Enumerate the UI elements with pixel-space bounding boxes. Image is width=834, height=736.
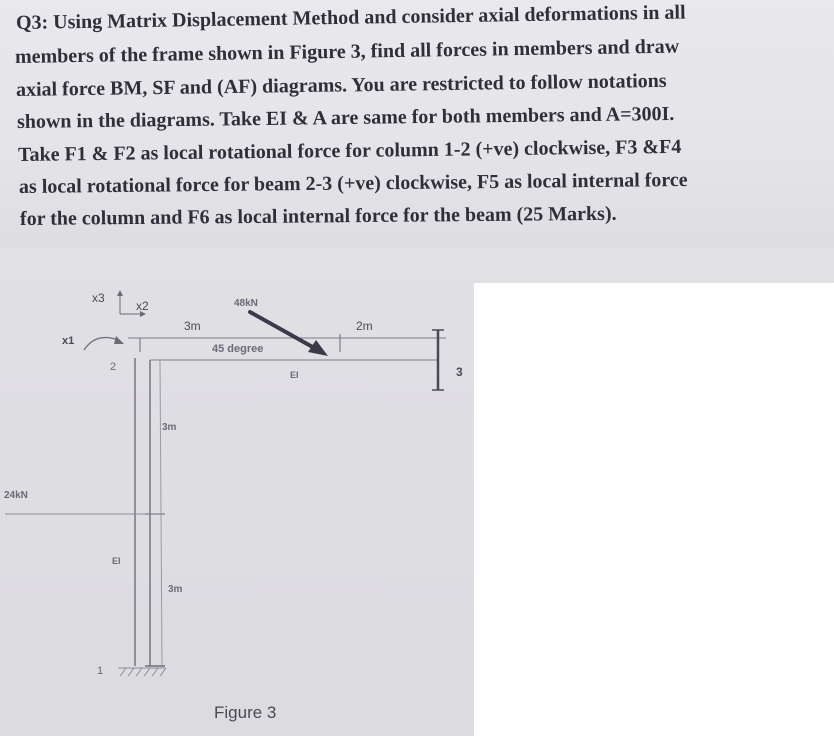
beam-stiffness-label: EI xyxy=(290,370,299,380)
frame-figure xyxy=(0,248,834,736)
horizontal-load-label: 24kN xyxy=(4,490,28,501)
beam-left-dimension-label: 3m xyxy=(184,319,201,333)
question-line-5: Take F1 & F2 as local rotational force for column 1-2 (+ve) clockwise, F3 &F4 xyxy=(17,135,682,166)
fixed-support-hatch xyxy=(118,668,166,676)
question-line-1: Q3: Using Matrix Displacement Method and consider axial deformations in all xyxy=(15,1,686,34)
point-load-label: 48kN xyxy=(234,298,258,309)
column-lower-dimension-label: 3m xyxy=(168,584,183,595)
column-stiffness-label: EI xyxy=(112,556,121,566)
x1-label: x1 xyxy=(62,335,75,347)
node-3-label: 3 xyxy=(456,365,463,379)
x1-rotation-arrow-head xyxy=(114,336,124,344)
question-line-4: shown in the diagrams. Take EI & A are same for both members and A=300I. xyxy=(16,102,675,133)
question-line-6: as local rotational force for beam 2-3 (+ve) clockwise, F5 as local internal force xyxy=(18,168,688,198)
inclined-load-arrow-head xyxy=(308,340,328,356)
question-line-3: axial force BM, SF and (AF) diagrams. You are restricted to follow notations xyxy=(15,69,667,101)
x1-rotation-arrow xyxy=(84,338,118,350)
x3-arrow-head xyxy=(117,290,123,296)
column-upper-dimension-label: 3m xyxy=(162,422,177,433)
x2-label: x2 xyxy=(136,299,149,313)
angle-label: 45 degree xyxy=(212,343,264,355)
node-2-label: 2 xyxy=(110,361,117,373)
column-extra-edge xyxy=(160,360,162,666)
node-1-label: 1 xyxy=(97,665,104,677)
beam-right-dimension-label: 2m xyxy=(356,319,373,333)
question-line-2: members of the frame shown in Figure 3, find all forces in members and draw xyxy=(14,35,680,68)
x3-label: x3 xyxy=(92,291,105,305)
question-line-7: for the column and F6 as local internal force for the beam (25 Marks). xyxy=(19,202,617,230)
figure-caption: Figure 3 xyxy=(214,703,277,722)
